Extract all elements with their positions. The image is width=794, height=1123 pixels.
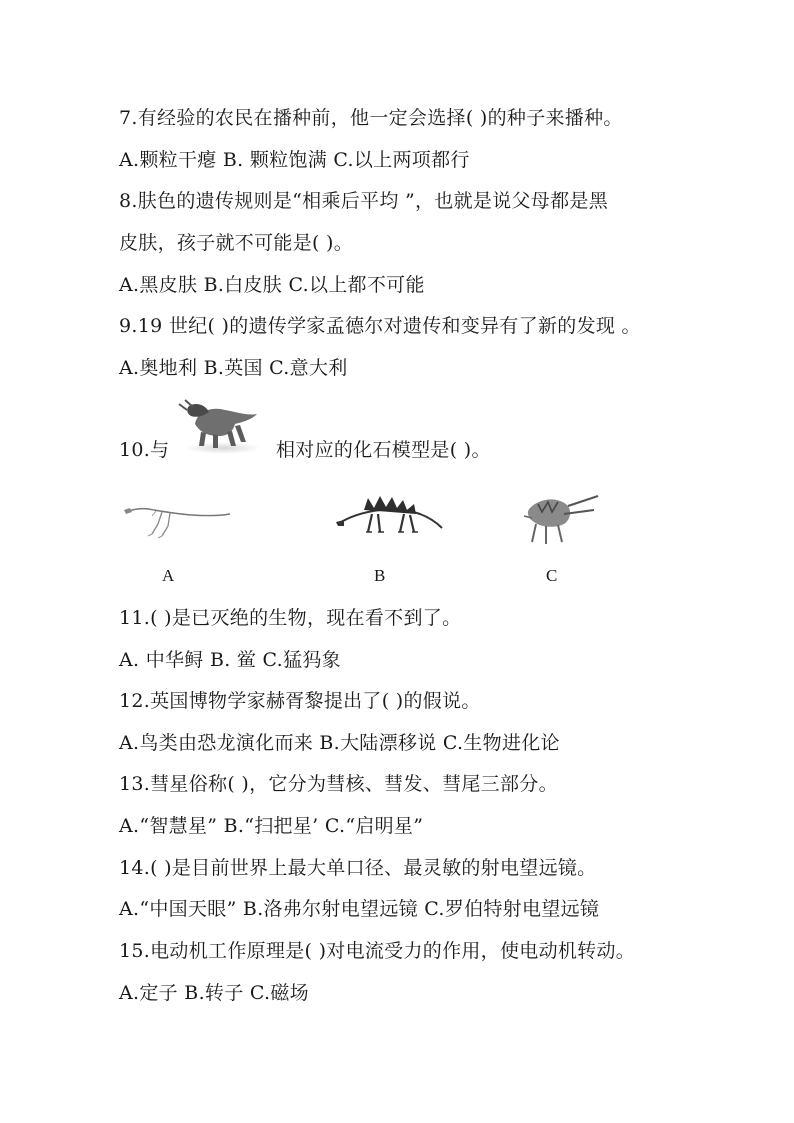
question-8-options: A.黑皮肤 B.白皮肤 C.以上都不可能 bbox=[119, 274, 425, 296]
fossil-option-a-label: A bbox=[162, 566, 175, 585]
question-7-stem: 7.有经验的农民在播种前，他一定会选择( )的种子来播种。 bbox=[119, 107, 623, 129]
question-15-stem: 15.电动机工作原理是( )对电流受力的作用，使电动机转动。 bbox=[119, 940, 636, 962]
question-11-options: A. 中华鲟 B. 鲎 C.猛犸象 bbox=[119, 649, 341, 671]
fossil-option-c-skeleton bbox=[520, 490, 600, 546]
question-9-stem: 9.19 世纪( )的遗传学家孟德尔对遗传和变异有了新的发现 。 bbox=[119, 315, 641, 337]
question-15-options: A.定子 B.转子 C.磁场 bbox=[119, 982, 309, 1004]
question-8-stem-line2: 皮肤，孩子就不可能是( )。 bbox=[119, 232, 354, 254]
question-13-stem: 13.彗星俗称( )，它分为彗核、彗发、彗尾三部分。 bbox=[119, 773, 558, 795]
triceratops-picture bbox=[175, 398, 267, 456]
question-7-options: A.颗粒干瘪 B. 颗粒饱满 C.以上两项都行 bbox=[119, 149, 470, 171]
question-12-stem: 12.英国博物学家赫胥黎提出了( )的假说。 bbox=[119, 690, 481, 712]
fossil-option-b-label: B bbox=[374, 566, 386, 585]
question-8-stem-line1: 8.肤色的遗传规则是“相乘后平均 ”，也就是说父母都是黑 bbox=[119, 190, 608, 212]
question-10-stem-suffix: 相对应的化石模型是( )。 bbox=[276, 439, 491, 461]
fossil-option-c-label: C bbox=[546, 566, 558, 585]
question-14-options: A.“中国天眼” B.洛弗尔射电望远镜 C.罗伯特射电望远镜 bbox=[119, 898, 600, 920]
fossil-option-a-skeleton bbox=[122, 494, 234, 542]
question-9-options: A.奥地利 B.英国 C.意大利 bbox=[119, 357, 348, 379]
question-13-options: A.“智慧星” B.“扫把星’ C.“启明星” bbox=[119, 815, 424, 837]
question-14-stem: 14.( )是目前世界上最大单口径、最灵敏的射电望远镜。 bbox=[119, 857, 597, 879]
question-11-stem: 11.( )是已灭绝的生物，现在看不到了。 bbox=[119, 607, 462, 629]
question-12-options: A.鸟类由恐龙演化而来 B.大陆漂移说 C.生物进化论 bbox=[119, 732, 560, 754]
fossil-option-b-skeleton bbox=[334, 490, 444, 540]
question-10-stem-prefix: 10.与 bbox=[119, 439, 170, 461]
